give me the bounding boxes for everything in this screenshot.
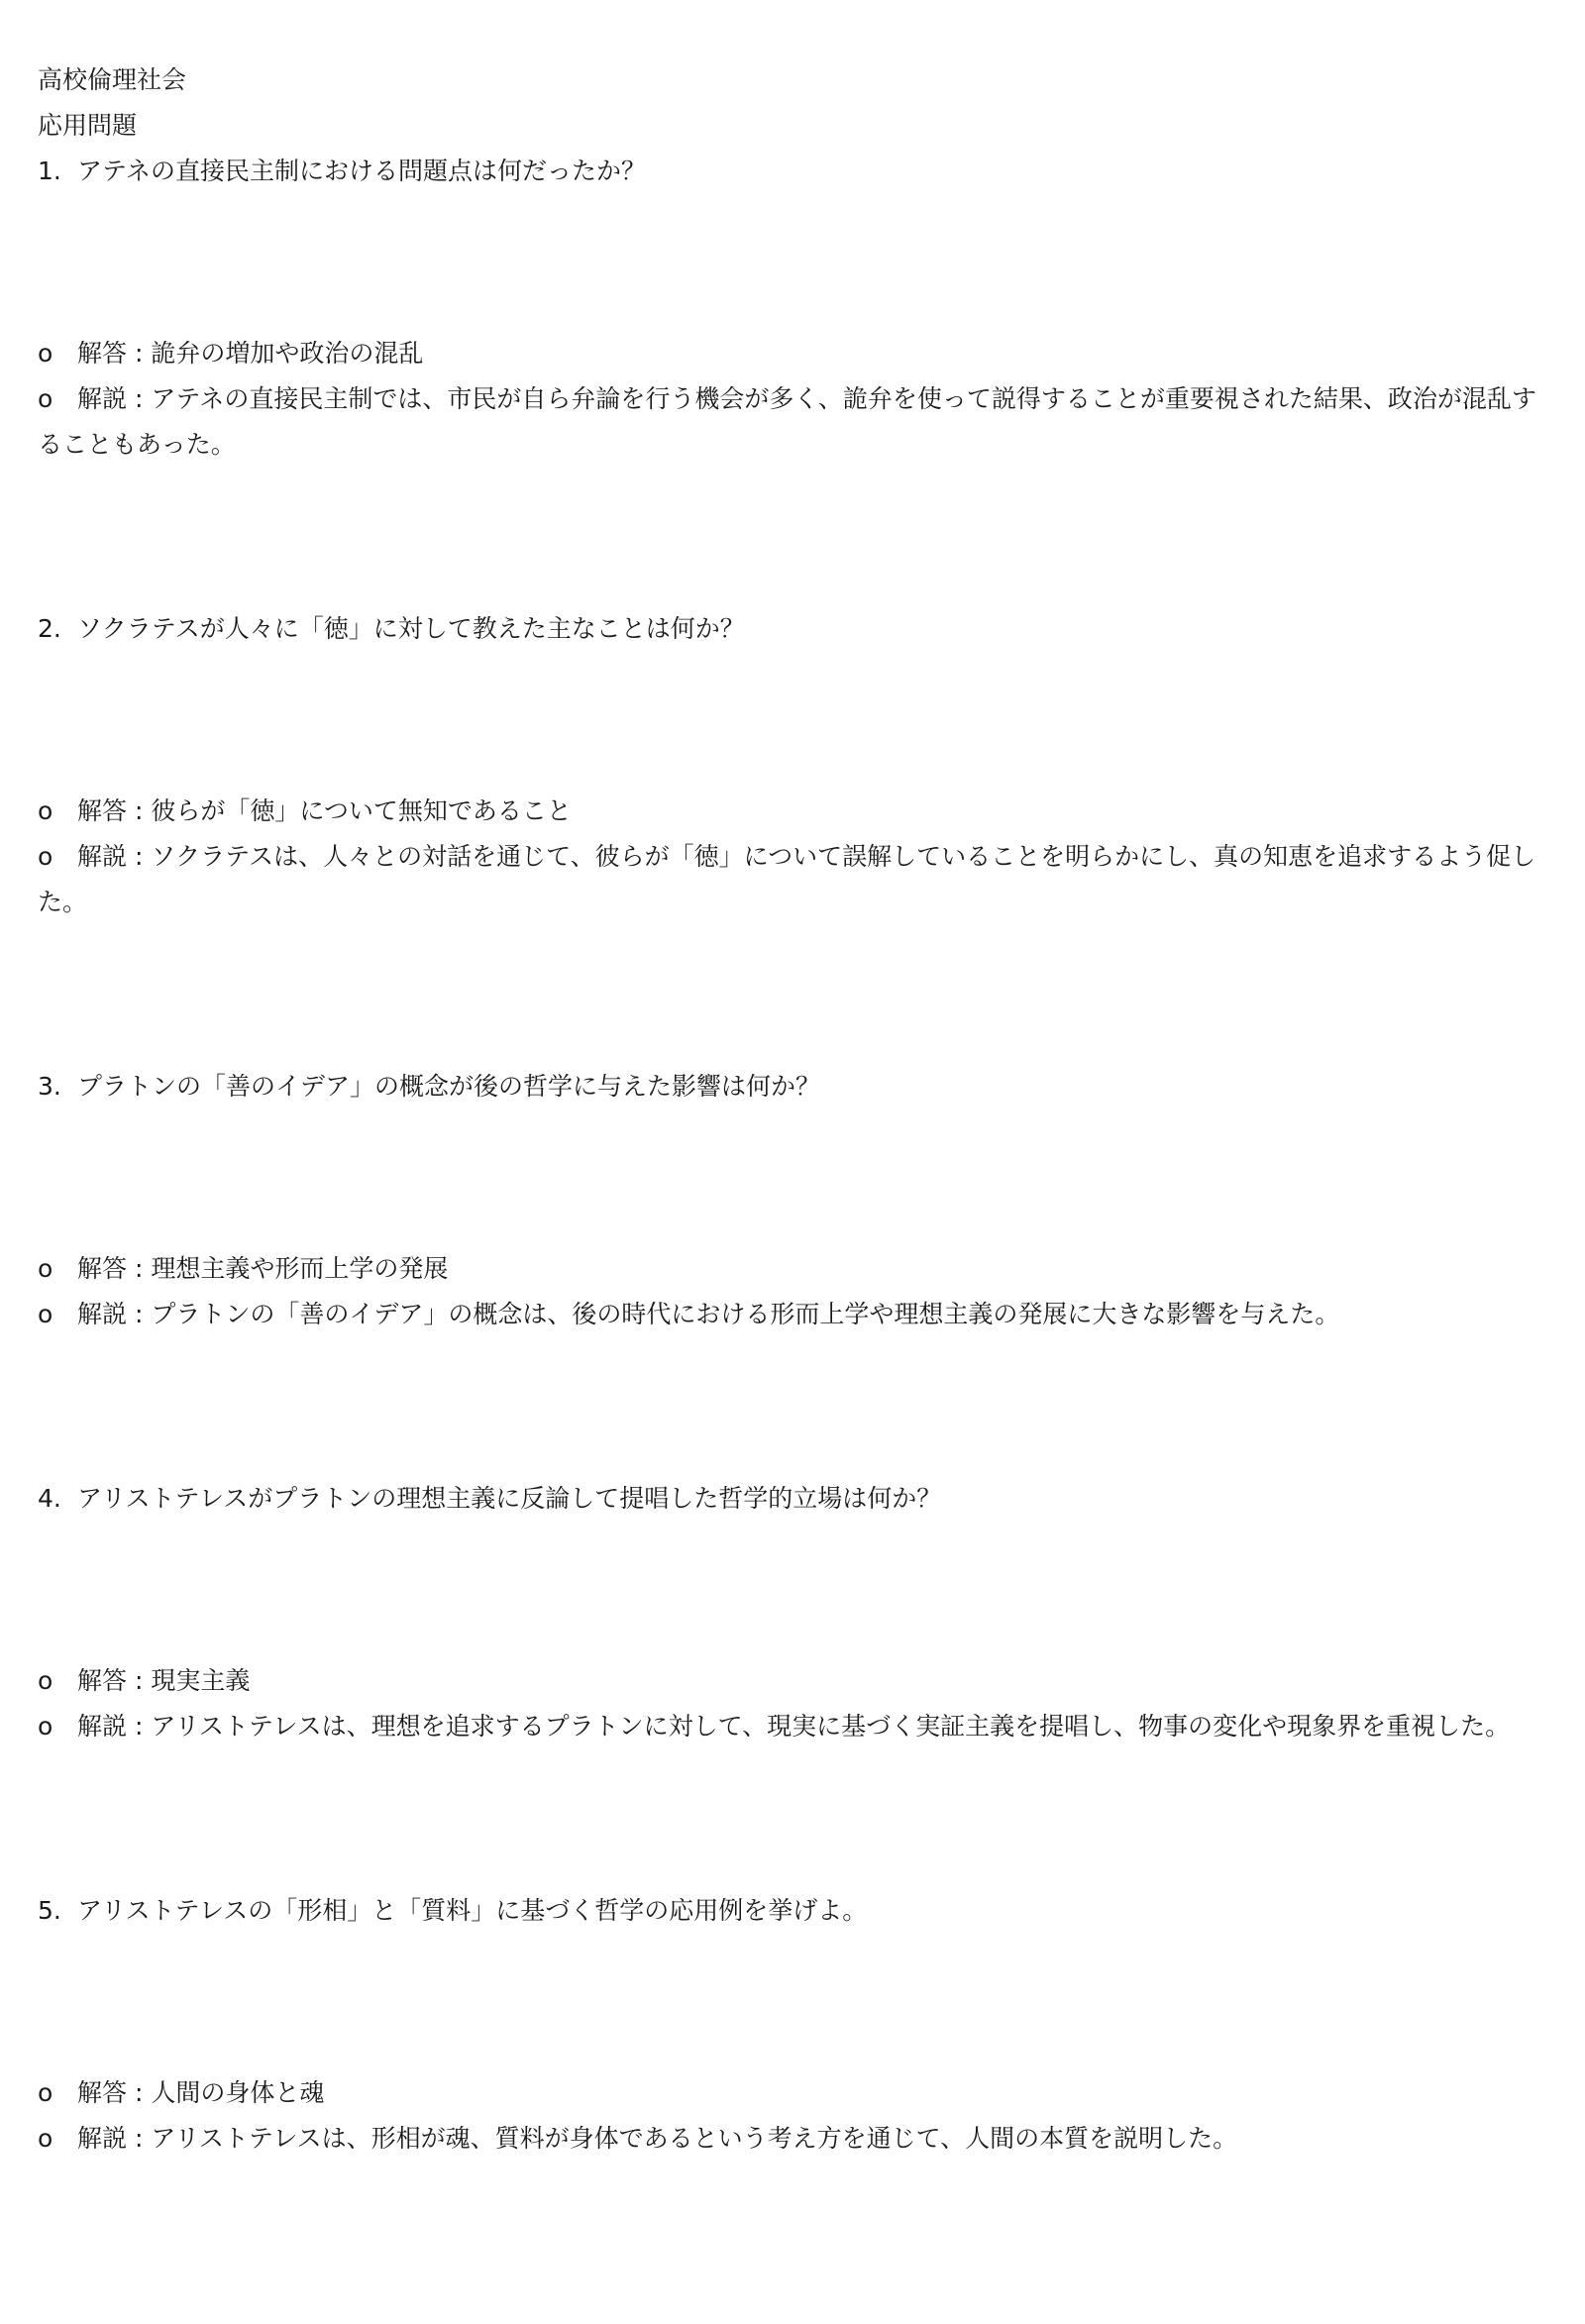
explanation-line xyxy=(38,1704,1553,1749)
question-text: ソクラテスが人々に「徳」に対して教えた主なことは何か？ xyxy=(77,614,745,643)
question-text: プラトンの「善のイデア」の概念が後の哲学に与えた影響は何か？ xyxy=(77,1072,821,1101)
explanation-text: 解説 : プラトンの「善のイデア」の概念は、後の時代における形而上学や理想主義の発展に大きな影響を与えた。 xyxy=(77,1300,1340,1328)
bullet-marker: o xyxy=(38,1712,53,1741)
question-text: アリストテレスの「形相」と「質料」に基づく哲学の応用例を挙げよ。 xyxy=(77,1896,868,1925)
document-subheading: 応用問題 xyxy=(38,111,138,140)
question xyxy=(38,1476,1553,1522)
answer-text: 解答 : 詭弁の増加や政治の混乱 xyxy=(77,339,424,368)
bullet-marker: o xyxy=(38,384,53,413)
answer-text: 解答 : 現実主義 xyxy=(77,1666,251,1695)
question-number: 5. xyxy=(38,1896,61,1925)
explanation-line xyxy=(38,376,1553,468)
explanation-text: 解説 : アリストテレスは、理想を追求するプラトンに対して、現実に基づく実証主義を提唱し、物事の変化や現象界を重視した。 xyxy=(77,1712,1511,1741)
qa-item xyxy=(38,1476,1553,1888)
bullet-marker: o xyxy=(38,796,53,825)
question-number: 3. xyxy=(38,1072,61,1101)
question-text: アリストテレスがプラトンの理想主義に反論して提唱した哲学的立場は何か？ xyxy=(77,1484,942,1513)
answer-text: 解答 : 彼らが「徳」について無知であること xyxy=(77,796,572,825)
explanation-line xyxy=(38,1292,1553,1337)
question-text: アテネの直接民主制における問題点は何だったか？ xyxy=(77,157,647,185)
bullet-marker: o xyxy=(38,1666,53,1695)
question xyxy=(38,149,1553,194)
question xyxy=(38,1064,1553,1109)
document-heading: 高校倫理社会 xyxy=(38,65,187,94)
answer-text: 解答 : 人間の身体と魂 xyxy=(77,2078,325,2107)
question-number: 4. xyxy=(38,1484,61,1513)
bullet-marker: o xyxy=(38,842,53,871)
answer-line xyxy=(38,331,1553,376)
explanation-line xyxy=(38,2116,1553,2162)
qa-item xyxy=(38,606,1553,1064)
document-page xyxy=(38,57,1553,2162)
answer-line xyxy=(38,2070,1553,2116)
answer-text: 解答 : 理想主義や形而上学の発展 xyxy=(77,1254,449,1283)
bullet-marker: o xyxy=(38,2078,53,2107)
explanation-line xyxy=(38,834,1553,925)
explanation-text: 解説 : ソクラテスは、人々との対話を通じて、彼らが「徳」について誤解していることを明らかにし、真の知恵を追求するよう促した。 xyxy=(38,842,1536,916)
bullet-marker: o xyxy=(38,1300,53,1328)
explanation-text: 解説 : アテネの直接民主制では、市民が自ら弁論を行う機会が多く、詭弁を使って説得することが重要視された結果、政治が混乱することもあった。 xyxy=(38,384,1536,459)
bullet-marker: o xyxy=(38,339,53,368)
answer-line xyxy=(38,789,1553,834)
answer-line xyxy=(38,1246,1553,1292)
answer-line xyxy=(38,1658,1553,1704)
qa-item xyxy=(38,1888,1553,2162)
qa-item xyxy=(38,149,1553,606)
question-number: 2. xyxy=(38,614,61,643)
question xyxy=(38,606,1553,652)
qa-item xyxy=(38,1064,1553,1476)
bullet-marker: o xyxy=(38,2124,53,2153)
question-number: 1. xyxy=(38,157,61,185)
question xyxy=(38,1888,1553,1934)
explanation-text: 解説 : アリストテレスは、形相が魂、質料が身体であるという考え方を通じて、人間の本質を説明した。 xyxy=(77,2124,1238,2153)
bullet-marker: o xyxy=(38,1254,53,1283)
